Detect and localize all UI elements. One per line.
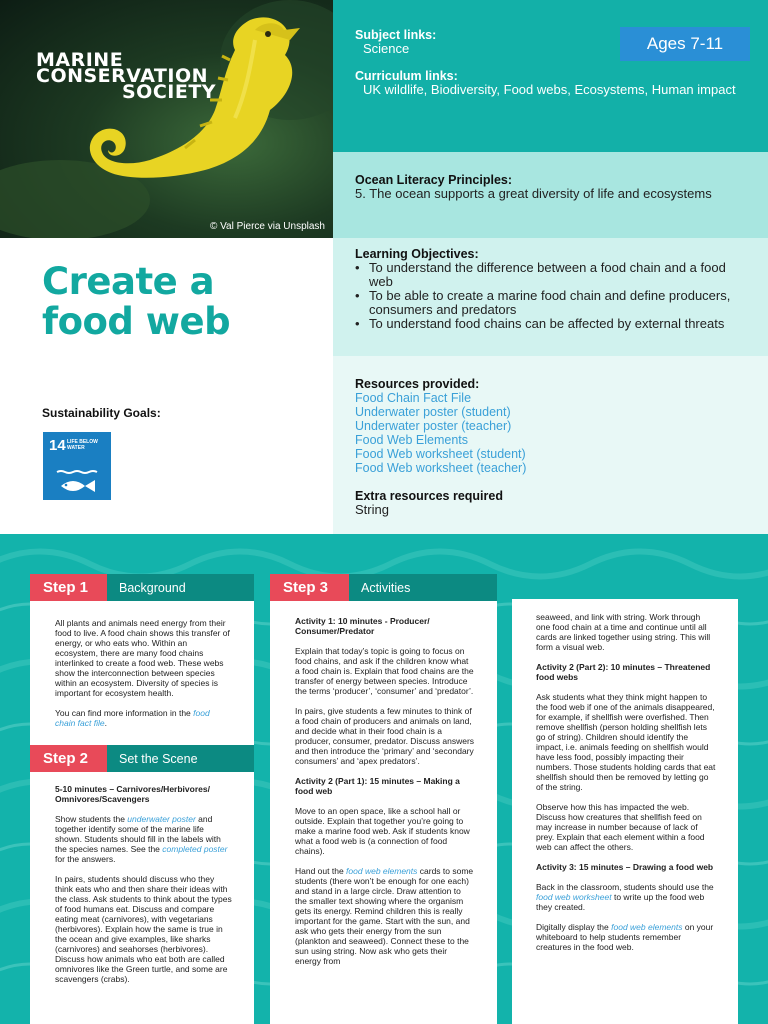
- activity1-paragraph-2: In pairs, give students a few minutes to think of a food chain of producers and animals on land, and decide what in their food chain is a producer, consumer, predator. Discuss answers and then introduce the ‘primary’ and ‘secondary consumers’ and ‘apex predators’.: [295, 706, 475, 766]
- step3-tag: Step 3: [270, 574, 349, 601]
- ages-badge: Ages 7-11: [620, 27, 750, 61]
- seahorse-illustration: [0, 0, 333, 238]
- resources-label: Resources provided:: [355, 377, 480, 391]
- sdg-14-tile: [43, 432, 111, 500]
- step1-more-info-end: .: [104, 718, 107, 728]
- step3-title: Activities: [349, 574, 497, 601]
- activity2-continued: seaweed, and link with string. Work through one food chain at a time and continue until all cards are linked together using string. This will form a visual web.: [536, 612, 711, 652]
- step3-body-1: [295, 616, 475, 976]
- food-web-elements-link[interactable]: food web elements: [346, 866, 418, 876]
- step2-paragraph-1: [55, 814, 233, 864]
- step1-body: [55, 618, 231, 738]
- step2-body: [55, 784, 233, 994]
- step3-header: [270, 574, 497, 601]
- ocean-literacy-label: Ocean Literacy Principles:: [355, 173, 513, 187]
- activity3-text-a: Back in the classroom, students should use the: [536, 882, 714, 892]
- curriculum-label: Curriculum links:: [355, 68, 458, 83]
- activity1-heading: [295, 616, 475, 636]
- step2-heading: [55, 784, 233, 804]
- activity2b-paragraph-1: Ask students what they think might happen to the food web if one of the animals disappeared, for example, if shellfish were overfished. Then remove shellfish (person holding shellfish lets go of string). Children should identify the impact, i.e. animals feeding on shellfish would have less food, possibly impacting their numbers. Those students holding cards that eat shellfish should then be removed by letting go of the string.: [536, 692, 716, 792]
- subject-label: Subject links:: [355, 28, 437, 42]
- objective-item: • To be able to create a marine food chain and define producers, consumers and predators: [355, 289, 752, 317]
- activity2b-paragraph-2: Observe how this has impacted the web. Discuss how creatures that shellfish feed on may increase in number because of lack of prey. Explain that each element within a food web can affect the others.: [536, 802, 705, 852]
- subject-value: Science: [363, 41, 410, 56]
- resource-link-worksheet-student[interactable]: Food Web worksheet (student): [355, 447, 526, 461]
- step1-paragraph: All plants and animals need energy from their food to live. A food chain shows this transfer of energy, or who eats who. Within an ecosystem, there are many food chains interlinked to create a food web. These webs show the interconnection between species within an ecosystem. Diversity of species is important for ecosystem health.: [55, 618, 230, 698]
- step1-title: Background: [107, 574, 254, 601]
- step2-tag: Step 2: [30, 745, 107, 772]
- activity1-heading-text: Activity 1: 10 minutes - Producer/ Consumer/Predator: [295, 616, 430, 636]
- step1-header: [30, 574, 254, 601]
- step2-text-b: and together identify some of the marine life shown. Students should fill in the labels with the species names. See the: [55, 814, 221, 854]
- step2-paragraph-2: In pairs, students should discuss who they think eats who and then share their ideas with the class. Ask students to think about the types of food humans eat. Discuss and compare eating meat (carnivores), with vegetarians (herbivores). Explain how the same is true in the ocean and give examples, like sharks (carnivores) and seahorses (herbivores). Discuss how animals who eat both are called omnivores like the Green turtle, and some are scavengers (crabs).: [55, 874, 232, 984]
- food-web-elements-link-2[interactable]: food web elements: [611, 922, 683, 932]
- sustainability-goals-label: Sustainability Goals:: [42, 406, 161, 420]
- resource-link-underwater-poster-teacher[interactable]: Underwater poster (teacher): [355, 419, 512, 433]
- step2-header: [30, 745, 254, 772]
- activity3-heading: [536, 862, 716, 872]
- activity3-text-c: Digitally display the: [536, 922, 612, 932]
- activity-section: [0, 534, 768, 1024]
- resource-link-food-web-elements[interactable]: Food Web Elements: [355, 433, 469, 447]
- objectives-list: [355, 261, 752, 331]
- step2-title: Set the Scene: [107, 745, 254, 772]
- steps-1-2-card: [30, 599, 254, 1024]
- objective-item: • To understand the difference between a food chain and a food web: [355, 261, 752, 289]
- step2-heading-text: 5-10 minutes – Carnivores/Herbivores/ Omnivores/Scavengers: [55, 784, 210, 804]
- resource-link-worksheet-teacher[interactable]: Food Web worksheet (teacher): [355, 461, 527, 475]
- page-title: Create a food web: [42, 260, 231, 343]
- extra-resources-value: String: [355, 502, 389, 517]
- step2-text-c: for the answers.: [55, 854, 116, 864]
- ocean-literacy-panel: [333, 152, 768, 238]
- completed-poster-link[interactable]: completed poster: [162, 844, 228, 854]
- ocean-literacy-value: 5. The ocean supports a great diversity of life and ecosystems: [355, 186, 712, 201]
- activity2-text-b: cards to some students (there won’t be enough for one each) and stand in a large circle. Draw attention to the smaller text showing where the organism gets its energy. Remind children this is really important for the game. Start with the sun, and ask who gets their energy from the sun (plankton and seaweed). Connect these to the sun using string. Now ask who gets their energy from: [295, 866, 474, 966]
- activity2-heading: [295, 776, 475, 796]
- activity3-paragraph-1: [536, 882, 716, 912]
- food-web-worksheet-link[interactable]: food web worksheet: [536, 892, 612, 902]
- step1-more-info: [55, 708, 231, 728]
- subject-panel: [333, 0, 768, 152]
- step3-body-2: [536, 612, 716, 962]
- step3-card-1: [270, 599, 497, 1024]
- activity3-text-b: to write up the food web they created.: [536, 892, 705, 912]
- hero-image: [0, 0, 333, 238]
- step2-text-a: Show students the: [55, 814, 128, 824]
- step3-card-2: [512, 599, 738, 1024]
- food-chain-fact-file-link[interactable]: food chain fact file: [55, 708, 210, 728]
- activity2b-heading: [536, 662, 716, 682]
- resources-panel: [333, 356, 768, 534]
- activity2-paragraph-2: [295, 866, 475, 966]
- curriculum-value: UK wildlife, Biodiversity, Food webs, Ecosystems, Human impact: [363, 81, 736, 97]
- objective-item: • To understand food chains can be affected by external threats: [355, 317, 752, 331]
- activity3-heading-text: Activity 3: 15 minutes – Drawing a food web: [536, 862, 714, 872]
- marine-conservation-society-logo: MARINE CONSERVATION SOCIETY: [36, 49, 217, 103]
- resource-link-food-chain-fact-file[interactable]: Food Chain Fact File: [355, 391, 472, 405]
- activity2-paragraph-1: Move to an open space, like a school hall or outside. Explain that together you’re going to make a marine food web. Ask if students know what a food web is (a connection of food chains).: [295, 806, 470, 856]
- activity2-text-a: Hand out the: [295, 866, 347, 876]
- photo-credit: © Val Pierce via Unsplash: [209, 221, 325, 232]
- learning-objectives-label: Learning Objectives:: [355, 247, 479, 261]
- activity1-paragraph-1: Explain that today’s topic is going to focus on food chains, and ask if the children know what a food chain is. Explain that food chains are the transfer of energy between species. Introduce the terms ‘producer’, ‘consumer’ and ‘predator’.: [295, 646, 474, 696]
- learning-objectives-panel: [333, 238, 768, 356]
- sdg-number: 14: [49, 437, 66, 454]
- step1-more-info-text: You can find more information in the: [55, 708, 194, 718]
- underwater-poster-link[interactable]: underwater poster: [127, 814, 196, 824]
- activity3-paragraph-2: [536, 922, 716, 952]
- activity3-text-d: on your whiteboard to help students remember creatures in the food web.: [536, 922, 714, 952]
- fish-icon: [55, 466, 99, 496]
- activity2-heading-text: Activity 2 (Part 1): 15 minutes – Making a food web: [295, 776, 460, 796]
- step1-tag: Step 1: [30, 574, 107, 601]
- resource-link-underwater-poster-student[interactable]: Underwater poster (student): [355, 405, 511, 419]
- extra-resources-label: Extra resources required: [355, 489, 503, 503]
- sdg-text: LIFE BELOW WATER: [67, 439, 98, 451]
- activity2b-heading-text: Activity 2 (Part 2): 10 minutes – Threatened food webs: [536, 662, 711, 682]
